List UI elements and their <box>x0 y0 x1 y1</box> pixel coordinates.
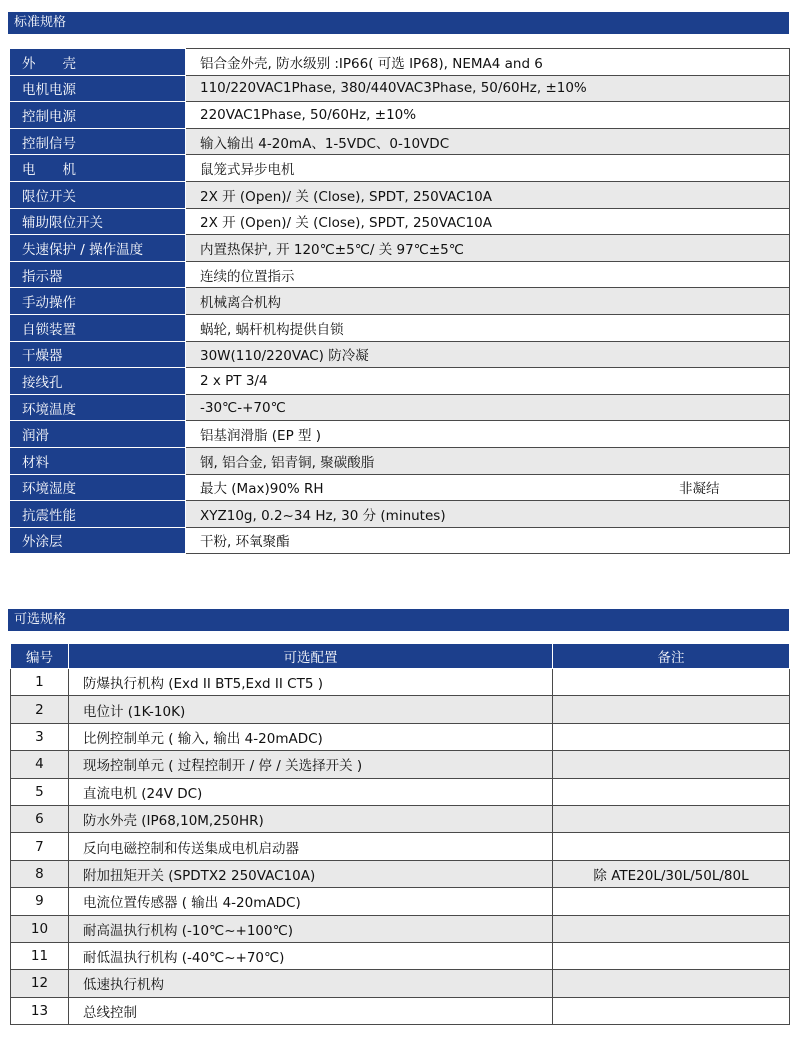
spec-row <box>11 341 790 368</box>
spec-note: 非凝结 <box>679 481 720 498</box>
spec-value-cell <box>186 235 790 262</box>
option-row <box>11 723 790 750</box>
option-config: 防水外壳 (IP68,10M,250HR) <box>68 805 552 832</box>
spec-row <box>11 314 790 341</box>
spec-label: 环境湿度 <box>11 474 186 501</box>
option-number: 5 <box>11 778 69 805</box>
option-remark <box>553 833 790 860</box>
option-config: 现场控制单元 ( 过程控制开 / 停 / 关选择开关 ) <box>68 751 552 778</box>
spec-row <box>11 447 790 474</box>
spec-row <box>11 49 790 76</box>
option-remark <box>553 997 790 1024</box>
option-number: 8 <box>11 860 69 887</box>
spec-value: 内置热保护, 开 120℃±5℃/ 关 97℃±5℃ <box>200 241 464 258</box>
option-remark: 除 ATE20L/30L/50L/80L <box>553 860 790 887</box>
spec-row <box>11 181 790 208</box>
option-number: 6 <box>11 805 69 832</box>
spec-value: -30℃-+70℃ <box>200 399 286 416</box>
spec-label: 失速保护 / 操作温度 <box>11 235 186 262</box>
spec-label: 限位开关 <box>11 181 186 208</box>
header-number: 编号 <box>11 644 69 669</box>
spec-value-cell <box>186 314 790 341</box>
option-remark <box>553 942 790 969</box>
option-number: 3 <box>11 723 69 750</box>
spec-label: 控制信号 <box>11 128 186 155</box>
option-row <box>11 833 790 860</box>
spec-value-cell <box>186 261 790 288</box>
option-number: 1 <box>11 669 69 696</box>
optional-spec-table <box>10 643 790 1025</box>
spec-value-cell <box>186 155 790 182</box>
spec-value: 220VAC1Phase, 50/60Hz, ±10% <box>200 106 417 123</box>
spec-value: XYZ10g, 0.2~34 Hz, 30 分 (minutes) <box>200 507 446 524</box>
spec-value: 30W(110/220VAC) 防冷凝 <box>200 348 369 365</box>
option-number: 12 <box>11 970 69 997</box>
header-remark: 备注 <box>553 644 790 669</box>
spec-label: 辅助限位开关 <box>11 208 186 235</box>
spec-label: 接线孔 <box>11 368 186 395</box>
spec-label: 抗震性能 <box>11 501 186 528</box>
option-number: 9 <box>11 888 69 915</box>
option-config: 电流位置传感器 ( 输出 4-20mADC) <box>68 888 552 915</box>
option-row <box>11 696 790 723</box>
optional-table-header-row <box>11 644 790 669</box>
option-remark <box>553 888 790 915</box>
spec-value-cell <box>186 75 790 102</box>
spec-row <box>11 368 790 395</box>
spec-value-cell <box>186 368 790 395</box>
option-row <box>11 751 790 778</box>
spec-value-cell <box>186 181 790 208</box>
option-config: 附加扭矩开关 (SPDTX2 250VAC10A) <box>68 860 552 887</box>
spec-label: 干燥器 <box>11 341 186 368</box>
spec-label: 外 壳 <box>11 49 186 76</box>
option-remark <box>553 915 790 942</box>
spec-value-cell <box>186 208 790 235</box>
spec-label: 手动操作 <box>11 288 186 315</box>
spec-row <box>11 421 790 448</box>
option-config: 低速执行机构 <box>68 970 552 997</box>
option-config: 总线控制 <box>68 997 552 1024</box>
spec-value: 输入输出 4-20mA、1-5VDC、0-10VDC <box>200 135 450 152</box>
spec-value: 机械离合机构 <box>200 295 281 312</box>
spec-value-cell <box>186 421 790 448</box>
option-remark <box>553 669 790 696</box>
standard-spec-table <box>10 48 790 554</box>
spec-value: 2X 开 (Open)/ 关 (Close), SPDT, 250VAC10A <box>200 215 492 232</box>
option-remark <box>553 805 790 832</box>
spec-value: 干粉, 环氧聚酯 <box>200 534 290 551</box>
spec-value-cell <box>186 474 790 501</box>
spec-row <box>11 288 790 315</box>
optional-spec-header: 可选规格 <box>8 609 789 631</box>
option-row <box>11 997 790 1024</box>
spec-label: 电 机 <box>11 155 186 182</box>
spec-value-cell <box>186 102 790 129</box>
spec-row <box>11 102 790 129</box>
spec-value-cell <box>186 288 790 315</box>
spec-row <box>11 474 790 501</box>
spec-value: 鼠笼式异步电机 <box>200 162 295 179</box>
spec-value: 连续的位置指示 <box>200 268 295 285</box>
spec-value-cell <box>186 447 790 474</box>
option-config: 直流电机 (24V DC) <box>68 778 552 805</box>
option-row <box>11 778 790 805</box>
spec-row <box>11 501 790 528</box>
header-config: 可选配置 <box>68 644 552 669</box>
spec-value-cell <box>186 128 790 155</box>
option-config: 反向电磁控制和传送集成电机启动器 <box>68 833 552 860</box>
spec-value-cell <box>186 527 790 554</box>
spec-value-cell <box>186 501 790 528</box>
option-remark <box>553 696 790 723</box>
option-row <box>11 860 790 887</box>
option-row <box>11 888 790 915</box>
spec-value: 110/220VAC1Phase, 380/440VAC3Phase, 50/60Hz, ±10% <box>200 80 587 97</box>
spec-label: 控制电源 <box>11 102 186 129</box>
option-row <box>11 915 790 942</box>
spec-value: 蜗轮, 蜗杆机构提供自锁 <box>200 321 344 338</box>
option-config: 耐高温执行机构 (-10℃~+100℃) <box>68 915 552 942</box>
option-row <box>11 669 790 696</box>
spec-label: 外涂层 <box>11 527 186 554</box>
option-remark <box>553 778 790 805</box>
option-remark <box>553 970 790 997</box>
option-remark <box>553 723 790 750</box>
spec-row <box>11 155 790 182</box>
spec-label: 电机电源 <box>11 75 186 102</box>
spec-value: 钢, 铝合金, 铝青铜, 聚碳酸脂 <box>200 454 375 471</box>
option-remark <box>553 751 790 778</box>
spec-value-cell <box>186 341 790 368</box>
spec-label: 指示器 <box>11 261 186 288</box>
spec-row <box>11 208 790 235</box>
spec-row <box>11 75 790 102</box>
option-config: 耐低温执行机构 (-40℃~+70℃) <box>68 942 552 969</box>
option-config: 比例控制单元 ( 输入, 输出 4-20mADC) <box>68 723 552 750</box>
option-config: 电位计 (1K-10K) <box>68 696 552 723</box>
standard-spec-header: 标准规格 <box>8 12 789 34</box>
option-row <box>11 970 790 997</box>
spec-row <box>11 235 790 262</box>
option-config: 防爆执行机构 (Exd II BT5,Exd II CT5 ) <box>68 669 552 696</box>
option-number: 10 <box>11 915 69 942</box>
spec-label: 环境温度 <box>11 394 186 421</box>
option-number: 4 <box>11 751 69 778</box>
spec-value: 2X 开 (Open)/ 关 (Close), SPDT, 250VAC10A <box>200 188 492 205</box>
option-row <box>11 942 790 969</box>
spec-value: 2 x PT 3/4 <box>200 372 268 389</box>
spec-label: 自锁装置 <box>11 314 186 341</box>
spec-value: 铝基润滑脂 (EP 型 ) <box>200 428 322 445</box>
option-number: 11 <box>11 942 69 969</box>
option-row <box>11 805 790 832</box>
spec-label: 材料 <box>11 447 186 474</box>
spec-value-cell <box>186 394 790 421</box>
spec-row <box>11 128 790 155</box>
spec-row <box>11 261 790 288</box>
spec-value: 最大 (Max)90% RH <box>200 481 324 498</box>
option-number: 13 <box>11 997 69 1024</box>
spec-value: 铝合金外壳, 防水级别 :IP66( 可选 IP68), NEMA4 and 6 <box>200 55 543 72</box>
spec-label: 润滑 <box>11 421 186 448</box>
spec-value-cell <box>186 49 790 76</box>
spec-row <box>11 527 790 554</box>
spec-row <box>11 394 790 421</box>
option-number: 2 <box>11 696 69 723</box>
option-number: 7 <box>11 833 69 860</box>
